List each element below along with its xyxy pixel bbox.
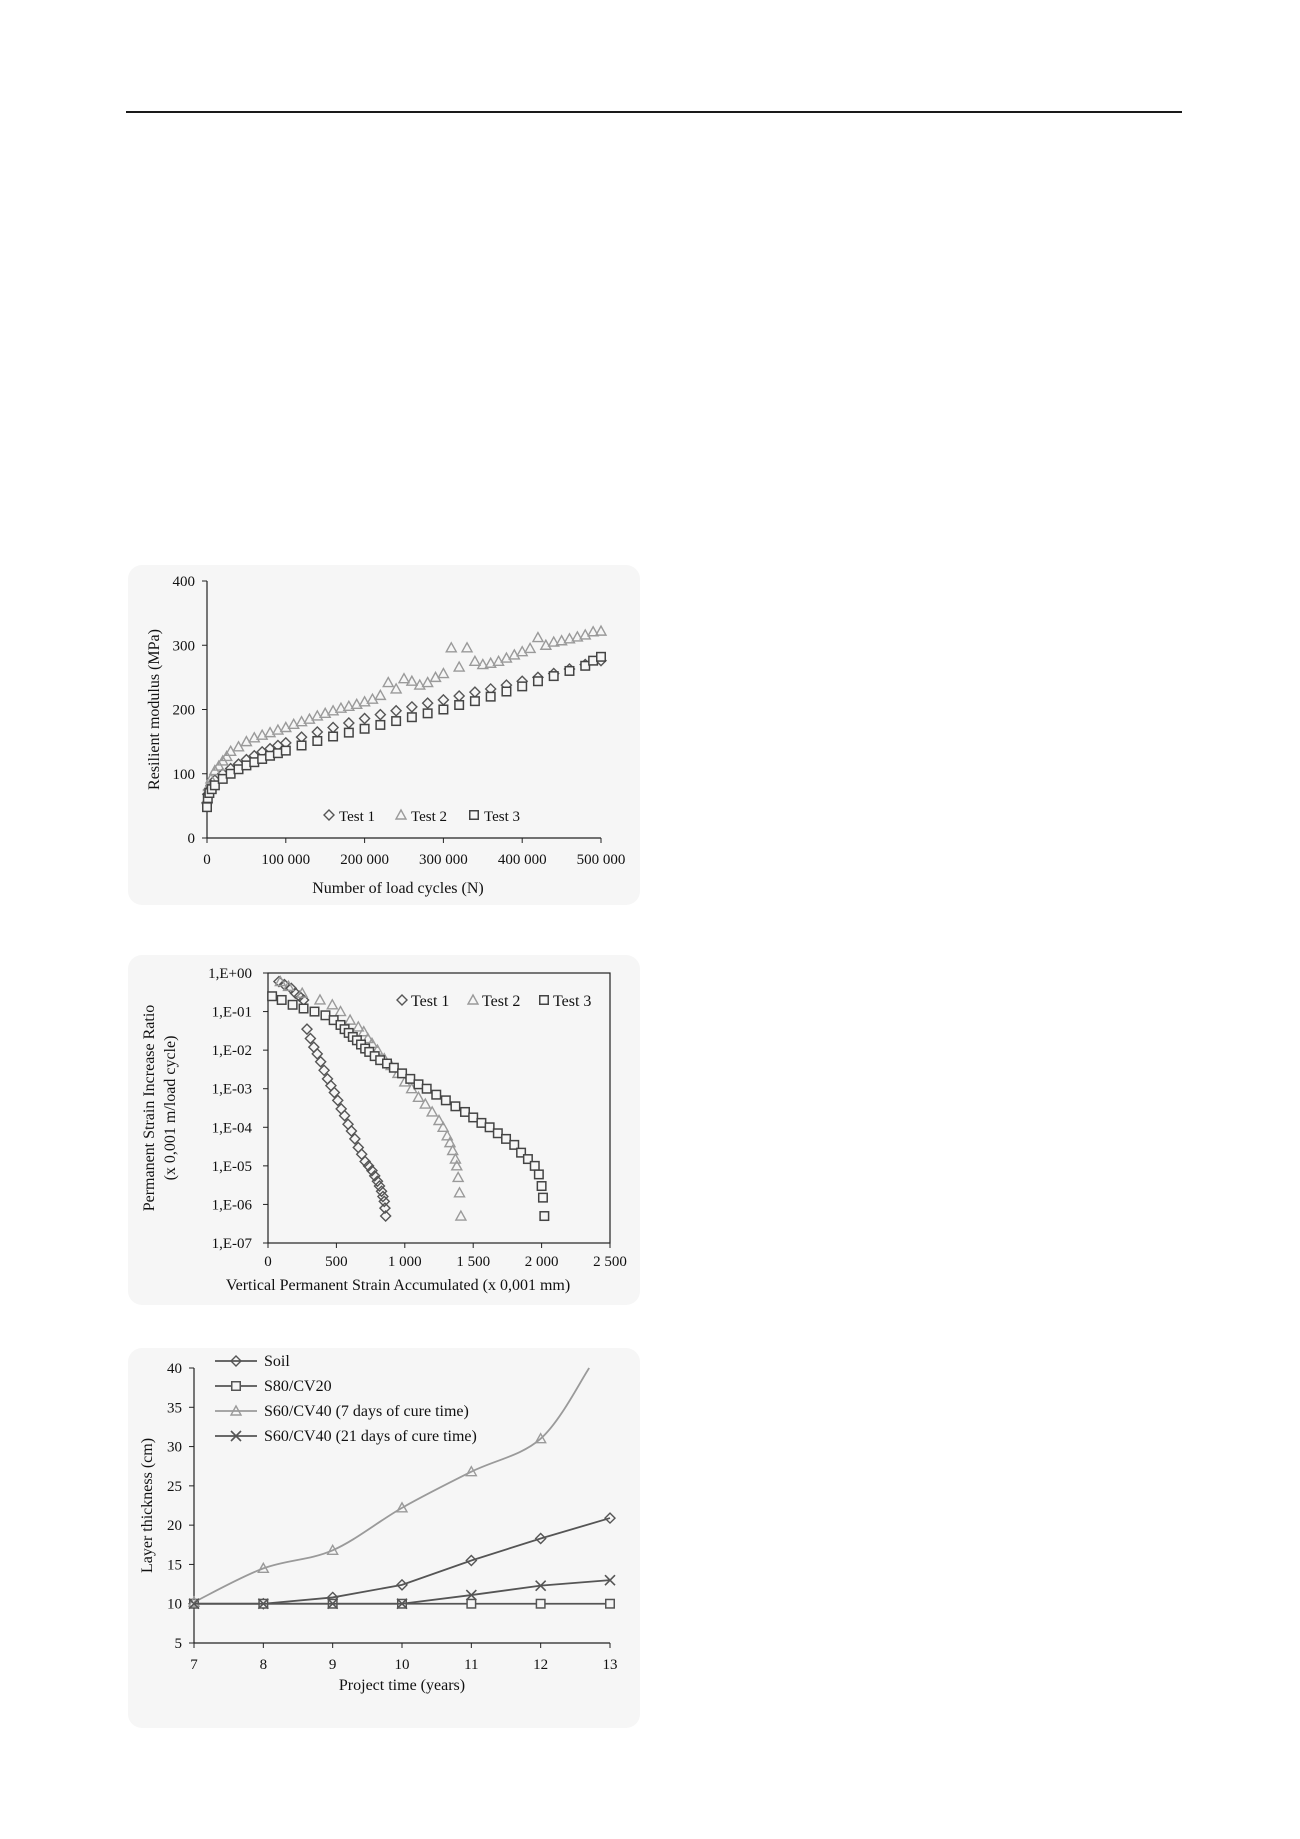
chart1-y-tick-label: 0 bbox=[187, 831, 195, 847]
chart2-point-test-3 bbox=[442, 1096, 451, 1105]
chart2-point-test-2 bbox=[327, 1000, 337, 1009]
chart1-legend-marker-test-2 bbox=[396, 810, 406, 819]
chart1-point-test-3 bbox=[203, 803, 212, 812]
chart1-point-test-3 bbox=[565, 667, 574, 676]
chart1-point-test-1 bbox=[344, 718, 354, 728]
chart2-x-tick-label: 1 000 bbox=[387, 1254, 422, 1270]
chart3-legend-label-s80-cv20: S80/CV20 bbox=[264, 1378, 332, 1395]
chart3-y-tick-label: 15 bbox=[167, 1557, 182, 1574]
chart2-point-test-2 bbox=[438, 1122, 448, 1131]
chart2-x-axis-title: Vertical Permanent Strain Accumulated (x 0,001 mm) bbox=[225, 1277, 571, 1294]
chart2-point-test-1 bbox=[374, 1181, 384, 1191]
chart1-legend-marker-test-1 bbox=[324, 810, 334, 820]
chart3-legend-marker-s80-cv20 bbox=[232, 1382, 241, 1391]
chart3-point-s80-cv20 bbox=[606, 1599, 615, 1608]
chart1-point-test-3 bbox=[534, 677, 543, 686]
chart1-point-test-2 bbox=[525, 643, 535, 652]
chart3-y-tick-label: 30 bbox=[167, 1439, 182, 1456]
chart1-point-test-3 bbox=[549, 672, 558, 681]
chart2-point-test-1 bbox=[379, 1196, 389, 1206]
chart3-legend-label-s60-cv40-21-days-of-cure-time: S60/CV40 (21 days of cure time) bbox=[264, 1428, 477, 1445]
chart1-point-test-3 bbox=[486, 692, 495, 701]
chart2-point-test-3 bbox=[321, 1011, 330, 1020]
chart2-point-test-2 bbox=[315, 995, 325, 1004]
chart2-legend-label-test-1: Test 1 bbox=[411, 993, 450, 1010]
chart1-point-test-2 bbox=[533, 633, 543, 642]
chart2-point-test-3 bbox=[469, 1113, 478, 1122]
chart2-point-test-1 bbox=[326, 1081, 336, 1091]
chart2-legend-marker-test-2 bbox=[468, 995, 478, 1004]
chart1-legend-marker-test-3 bbox=[470, 811, 479, 820]
chart1-x-tick-label: 0 bbox=[203, 852, 211, 868]
chart1-x-tick-label: 100 000 bbox=[261, 852, 311, 868]
chart2-x-tick-label: 1 500 bbox=[456, 1254, 491, 1270]
chart1-legend-label-test-3: Test 3 bbox=[484, 809, 521, 825]
chart2-legend-label-test-3: Test 3 bbox=[553, 993, 592, 1010]
chart1-point-test-1 bbox=[470, 687, 480, 697]
chart2-x-tick-label: 2 000 bbox=[524, 1254, 559, 1270]
chart2-point-test-3 bbox=[414, 1080, 423, 1089]
chart3-y-tick-label: 25 bbox=[167, 1478, 182, 1495]
chart2-point-test-3 bbox=[502, 1135, 511, 1144]
chart2-x-tick-label: 2 500 bbox=[593, 1254, 627, 1270]
chart2-x-tick-label: 0 bbox=[264, 1254, 272, 1270]
chart1-point-test-1 bbox=[438, 695, 448, 705]
chart2-y-axis-title: Permanent Strain Increase Ratio bbox=[141, 1004, 158, 1212]
chart3-x-axis-title: Project time (years) bbox=[338, 1677, 466, 1694]
chart3-y-tick-label: 5 bbox=[174, 1636, 182, 1652]
chart2-point-test-3 bbox=[535, 1170, 544, 1179]
chart2-y-tick-label: 1,E-05 bbox=[211, 1158, 252, 1175]
chart1-point-test-3 bbox=[502, 687, 511, 696]
chart1-x-tick-label: 400 000 bbox=[497, 852, 547, 868]
chart2-y-tick-label: 1,E-03 bbox=[211, 1081, 252, 1098]
chart1-y-tick-label: 400 bbox=[172, 574, 195, 590]
chart1-point-test-2 bbox=[462, 643, 472, 652]
chart2-legend-marker-test-1 bbox=[397, 995, 407, 1005]
chart1-point-test-3 bbox=[376, 721, 385, 730]
chart1-point-test-2 bbox=[470, 656, 480, 665]
chart2-point-test-3 bbox=[310, 1007, 319, 1016]
chart1-point-test-1 bbox=[328, 722, 338, 732]
chart2-point-test-3 bbox=[390, 1063, 399, 1072]
chart2-y-tick-label: 1,E-06 bbox=[211, 1197, 252, 1214]
chart2-point-test-1 bbox=[377, 1186, 387, 1196]
chart1-point-test-3 bbox=[345, 728, 354, 737]
chart1-point-test-3 bbox=[471, 697, 480, 706]
chart2-point-test-2 bbox=[450, 1154, 460, 1163]
chart1-point-test-1 bbox=[423, 698, 433, 708]
chart1-point-test-3 bbox=[597, 653, 606, 662]
chart2-y-tick-label: 1,E-04 bbox=[211, 1120, 252, 1137]
chart2-legend-marker-test-3 bbox=[540, 996, 549, 1005]
chart2-point-test-3 bbox=[461, 1108, 470, 1117]
chart1-y-tick-label: 300 bbox=[172, 638, 195, 655]
chart3-x-tick-label: 7 bbox=[190, 1657, 198, 1673]
chart2-point-test-2 bbox=[420, 1099, 430, 1108]
chart3-x-tick-label: 12 bbox=[533, 1657, 549, 1673]
chart3-x-tick-label: 9 bbox=[328, 1657, 337, 1673]
chart3-x-tick-label: 13 bbox=[602, 1657, 618, 1673]
chart3-y-tick-label: 20 bbox=[167, 1518, 182, 1535]
chart2-y-tick-label: 1,E-02 bbox=[211, 1043, 252, 1060]
chart3-point-s80-cv20 bbox=[536, 1599, 545, 1608]
chart3-x-tick-label: 10 bbox=[394, 1657, 410, 1673]
chart1-point-test-2 bbox=[399, 674, 409, 683]
chart3-y-tick-label: 40 bbox=[167, 1361, 182, 1377]
chart1-x-tick-label: 300 000 bbox=[419, 852, 468, 868]
chart2-point-test-2 bbox=[445, 1138, 455, 1147]
chart1-point-test-3 bbox=[360, 725, 369, 734]
chart1-point-test-1 bbox=[312, 727, 322, 737]
chart1-y-tick-label: 100 bbox=[172, 766, 195, 783]
chart2-point-test-3 bbox=[422, 1084, 431, 1093]
chart2-point-test-2 bbox=[453, 1172, 463, 1181]
chart1-point-test-2 bbox=[446, 643, 456, 652]
chart2-point-test-3 bbox=[539, 1193, 548, 1202]
chart1-point-test-1 bbox=[391, 706, 401, 716]
chart1-point-test-1 bbox=[375, 710, 385, 720]
chart1-x-tick-label: 500 000 bbox=[576, 852, 626, 868]
chart2-x-tick-label: 500 bbox=[325, 1254, 348, 1270]
chart1-point-test-3 bbox=[297, 741, 306, 750]
chart2-point-test-3 bbox=[406, 1075, 415, 1084]
chart1-point-test-3 bbox=[329, 732, 338, 741]
chart1-point-test-3 bbox=[408, 713, 417, 722]
chart2-y-tick-label: 1,E-07 bbox=[211, 1236, 252, 1252]
chart2-point-test-3 bbox=[268, 992, 277, 1001]
chart1-point-test-3 bbox=[455, 701, 464, 710]
chart2-point-test-3 bbox=[537, 1182, 546, 1191]
chart1-point-test-1 bbox=[454, 691, 464, 701]
chart3-legend-label-soil: Soil bbox=[264, 1353, 290, 1370]
chart2-point-test-3 bbox=[477, 1119, 486, 1128]
chart1-point-test-2 bbox=[383, 678, 393, 687]
chart1-point-test-3 bbox=[518, 682, 527, 691]
chart3-y-tick-label: 35 bbox=[167, 1400, 182, 1417]
chart2-legend-label-test-2: Test 2 bbox=[482, 993, 521, 1010]
chart2-point-test-2 bbox=[456, 1211, 466, 1220]
chart1-point-test-1 bbox=[360, 713, 370, 723]
chart1-point-test-3 bbox=[282, 746, 291, 755]
chart3-y-tick-label: 10 bbox=[167, 1596, 182, 1613]
chart1-point-test-1 bbox=[407, 702, 417, 712]
chart3-legend-label-s60-cv40-7-days-of-cure-time: S60/CV40 (7 days of cure time) bbox=[264, 1403, 469, 1420]
chart2-point-test-2 bbox=[345, 1015, 355, 1024]
chart2-y-tick-label: 1,E-01 bbox=[211, 1004, 252, 1021]
chart2-point-test-2 bbox=[455, 1188, 465, 1197]
chart2-y-axis-title-line2: (x 0,001 m/load cycle) bbox=[162, 1035, 179, 1181]
chart1-legend-label-test-2: Test 2 bbox=[411, 809, 448, 825]
chart2-point-test-3 bbox=[531, 1162, 540, 1171]
chart2-point-test-1 bbox=[378, 1192, 388, 1202]
chart3-x-tick-label: 11 bbox=[464, 1657, 479, 1673]
chart3-y-axis-title: Layer thickness (cm) bbox=[139, 1437, 156, 1574]
chart2-point-test-3 bbox=[432, 1090, 441, 1099]
chart1-point-test-3 bbox=[313, 737, 322, 746]
chart1-x-tick-label: 200 000 bbox=[340, 852, 389, 868]
chart1-legend-label-test-1: Test 1 bbox=[339, 809, 376, 825]
chart1-point-test-3 bbox=[423, 709, 432, 718]
chart2-point-test-3 bbox=[494, 1129, 503, 1138]
chart3-x-tick-label: 8 bbox=[259, 1657, 268, 1673]
chart2-point-test-3 bbox=[299, 1004, 308, 1013]
chart1-point-test-2 bbox=[375, 690, 385, 699]
chart1-point-test-2 bbox=[438, 669, 448, 678]
chart3-line-soil bbox=[194, 1518, 610, 1604]
chart1-point-test-2 bbox=[596, 626, 606, 635]
chart1-point-test-2 bbox=[454, 662, 464, 671]
chart2-point-test-1 bbox=[357, 1149, 367, 1159]
chart1-point-test-3 bbox=[439, 705, 448, 714]
chart2-point-test-3 bbox=[451, 1102, 460, 1111]
chart2-point-test-3 bbox=[288, 1001, 297, 1010]
chart2-point-test-3 bbox=[485, 1123, 494, 1132]
chart1-point-test-3 bbox=[392, 717, 401, 726]
chart3-point-s80-cv20 bbox=[467, 1599, 476, 1608]
chart2-point-test-3 bbox=[398, 1069, 407, 1078]
chart1-x-axis-title: Number of load cycles (N) bbox=[312, 880, 484, 897]
chart1-y-axis-title: Resilient modulus (MPa) bbox=[146, 629, 163, 790]
chart2-y-tick-label: 1,E+00 bbox=[208, 966, 252, 982]
chart2-point-test-3 bbox=[540, 1212, 549, 1221]
chart2-point-test-3 bbox=[277, 996, 286, 1005]
chart1-y-tick-label: 200 bbox=[172, 702, 195, 719]
